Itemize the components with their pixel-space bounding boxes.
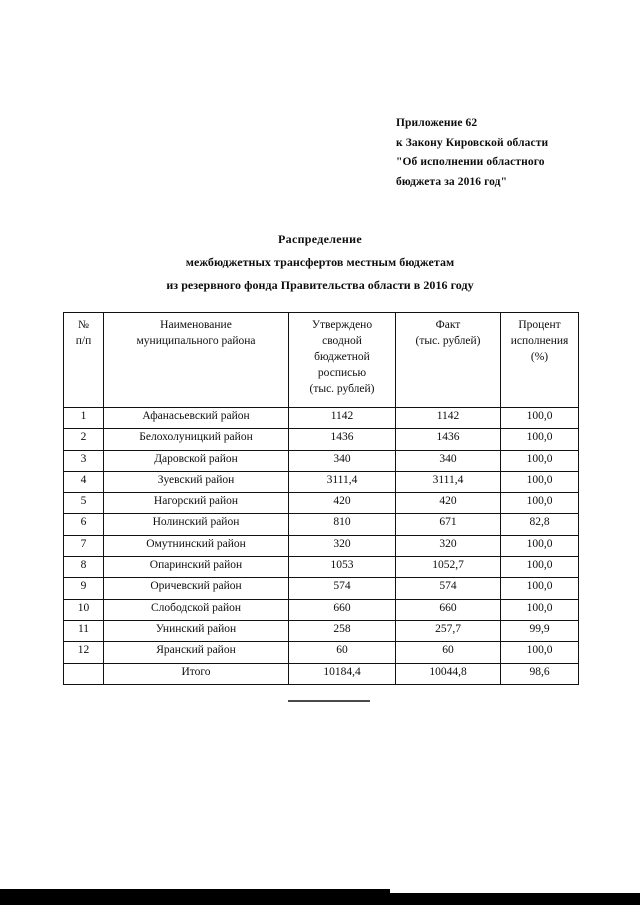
cell-percent: 100,0 [501,599,579,620]
cell-approved: 1053 [289,557,396,578]
cell-approved: 60 [289,642,396,663]
cell-fact: 320 [396,535,501,556]
title-line-2: межбюджетных трансфертов местным бюджетам [185,255,455,269]
cell-fact: 671 [396,514,501,535]
cell-number: 10 [64,599,104,620]
cell-fact: 60 [396,642,501,663]
cell-fact: 420 [396,493,501,514]
table-row [64,408,579,429]
distribution-table [63,312,579,685]
cell-name: Унинский район [104,620,289,641]
cell-number: 9 [64,578,104,599]
title-line-1: Распределение [278,232,362,246]
cell-percent: 100,0 [501,578,579,599]
cell-fact: 1142 [396,408,501,429]
cell-number [64,663,104,684]
table-row [64,578,579,599]
column-header-approved [289,313,396,408]
cell-name: Нолинский район [104,514,289,535]
cell-name: Омутнинский район [104,535,289,556]
cell-fact: 257,7 [396,620,501,641]
cell-number: 12 [64,642,104,663]
table-row [64,493,579,514]
cell-number: 3 [64,450,104,471]
cell-fact: 660 [396,599,501,620]
cell-percent: 100,0 [501,408,579,429]
section-divider-rule [288,700,370,702]
cell-name: Белохолуницкий район [104,429,289,450]
cell-percent: 98,6 [501,663,579,684]
column-header-percent-line-1: Процент [518,319,561,331]
cell-number: 11 [64,620,104,641]
cell-percent: 100,0 [501,642,579,663]
column-header-name-line-2: муниципального района [136,335,256,347]
column-header-approved-line-2: сводной [322,335,362,347]
title-line-3: из резервного фонда Правительства области в 2016 году [166,278,474,292]
cell-number: 5 [64,493,104,514]
column-header-fact-line-1: Факт [435,319,461,331]
cell-approved: 10184,4 [289,663,396,684]
cell-name: Яранский район [104,642,289,663]
cell-number: 6 [64,514,104,535]
cell-percent: 82,8 [501,514,579,535]
cell-fact: 574 [396,578,501,599]
cell-approved: 3111,4 [289,471,396,492]
cell-name: Даровской район [104,450,289,471]
table-row [64,450,579,471]
cell-number: 1 [64,408,104,429]
cell-percent: 100,0 [501,535,579,556]
column-header-number-line-1: № [78,319,89,331]
cell-name: Оричевский район [104,578,289,599]
column-header-percent [501,313,579,408]
column-header-name-line-1: Наименование [160,319,232,331]
table-body [64,408,579,685]
cell-approved: 1436 [289,429,396,450]
cell-approved: 574 [289,578,396,599]
scan-artifact-band-left [0,889,390,905]
cell-fact: 1052,7 [396,557,501,578]
cell-name: Слободской район [104,599,289,620]
table-header-row [64,313,579,408]
appendix-line-3: "Об исполнении областного [396,156,545,168]
scan-artifact-band-right [390,893,640,905]
table-row [64,557,579,578]
appendix-line-4: бюджета за 2016 год" [396,175,508,188]
column-header-name [104,313,289,408]
column-header-approved-line-3: бюджетной [314,351,370,363]
cell-percent: 100,0 [501,557,579,578]
cell-percent: 100,0 [501,493,579,514]
cell-percent: 100,0 [501,471,579,492]
column-header-number-line-2: п/п [75,335,92,347]
cell-approved: 420 [289,493,396,514]
column-header-fact-line-2: (тыс. рублей) [415,335,481,347]
distribution-table-container [63,312,578,685]
cell-approved: 660 [289,599,396,620]
cell-approved: 258 [289,620,396,641]
table-row [64,535,579,556]
cell-fact: 340 [396,450,501,471]
cell-name: Опаринский район [104,557,289,578]
table-total-row [64,663,579,684]
column-header-percent-line-3: (%) [530,351,549,363]
table-row [64,599,579,620]
cell-approved: 320 [289,535,396,556]
column-header-approved-line-5: (тыс. рублей) [309,383,375,395]
column-header-fact [396,313,501,408]
appendix-line-2: к Закону Кировской области [396,136,549,149]
cell-percent: 100,0 [501,450,579,471]
table-row [64,471,579,492]
cell-number: 8 [64,557,104,578]
cell-number: 2 [64,429,104,450]
table-row [64,514,579,535]
cell-approved: 340 [289,450,396,471]
document-title [0,228,640,297]
cell-number: 7 [64,535,104,556]
cell-percent: 100,0 [501,429,579,450]
appendix-reference-block [396,114,626,192]
column-header-approved-line-1: Утверждено [311,319,373,331]
cell-name: Нагорский район [104,493,289,514]
cell-fact: 3111,4 [396,471,501,492]
cell-percent: 99,9 [501,620,579,641]
appendix-line-1: Приложение 62 [396,117,478,129]
cell-name: Итого [104,663,289,684]
table-row [64,642,579,663]
table-row [64,429,579,450]
table-header [64,313,579,408]
column-header-number [64,313,104,408]
cell-fact: 1436 [396,429,501,450]
table-row [64,620,579,641]
column-header-approved-line-4: росписью [317,367,367,379]
cell-number: 4 [64,471,104,492]
column-header-percent-line-2: исполнения [510,335,569,347]
cell-name: Зуевский район [104,471,289,492]
cell-fact: 10044,8 [396,663,501,684]
cell-approved: 1142 [289,408,396,429]
cell-approved: 810 [289,514,396,535]
cell-name: Афанасьевский район [104,408,289,429]
